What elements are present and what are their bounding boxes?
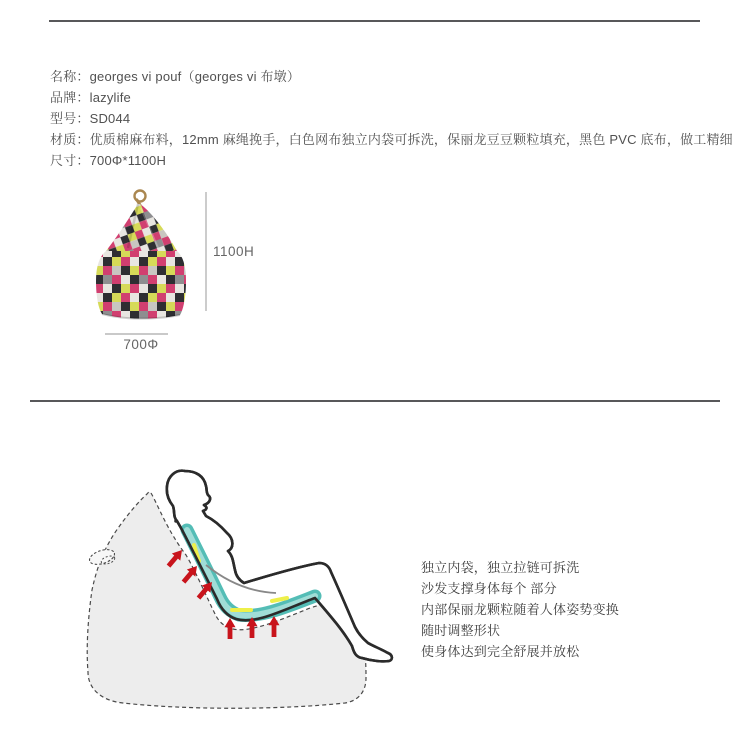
pouf-body <box>96 251 186 319</box>
pouf-photo-illustration <box>85 185 405 360</box>
product-name-line: 名称：georges vi pouf（georges vi 布墩） <box>50 69 301 84</box>
feature-line: 随时调整形状 <box>421 623 501 638</box>
product-material-line: 材质：优质棉麻布料，12mm 麻绳挽手，白色网布独立内袋可拆洗，保丽龙豆豆颗粒填充，黑色 PVC 底布，做工精细 <box>50 132 733 147</box>
support-diagram <box>75 450 415 712</box>
beanbag-diagram-illustration <box>75 450 415 712</box>
product-model-line: 型号：SD044 <box>50 111 131 126</box>
diameter-label: 700Φ <box>123 337 159 352</box>
product-size-line: 尺寸：700Φ*1100H <box>50 153 167 168</box>
feature-line: 使身体达到完全舒展并放松 <box>421 644 580 659</box>
top-divider <box>49 20 700 22</box>
feature-line: 沙发支撑身体每个 部分 <box>421 581 557 596</box>
middle-divider <box>30 400 720 402</box>
height-label: 1100H <box>213 244 255 259</box>
pouf-image <box>96 191 186 319</box>
product-info-section <box>50 66 740 171</box>
product-figure <box>85 185 405 360</box>
product-brand-line: 品牌：lazylife <box>50 90 131 105</box>
feature-line: 内部保丽龙颗粒随着人体姿势变换 <box>421 602 620 617</box>
hair-end-dot <box>174 519 178 523</box>
features-section <box>421 557 721 662</box>
feature-line: 独立内袋，独立拉链可拆洗 <box>421 560 580 575</box>
